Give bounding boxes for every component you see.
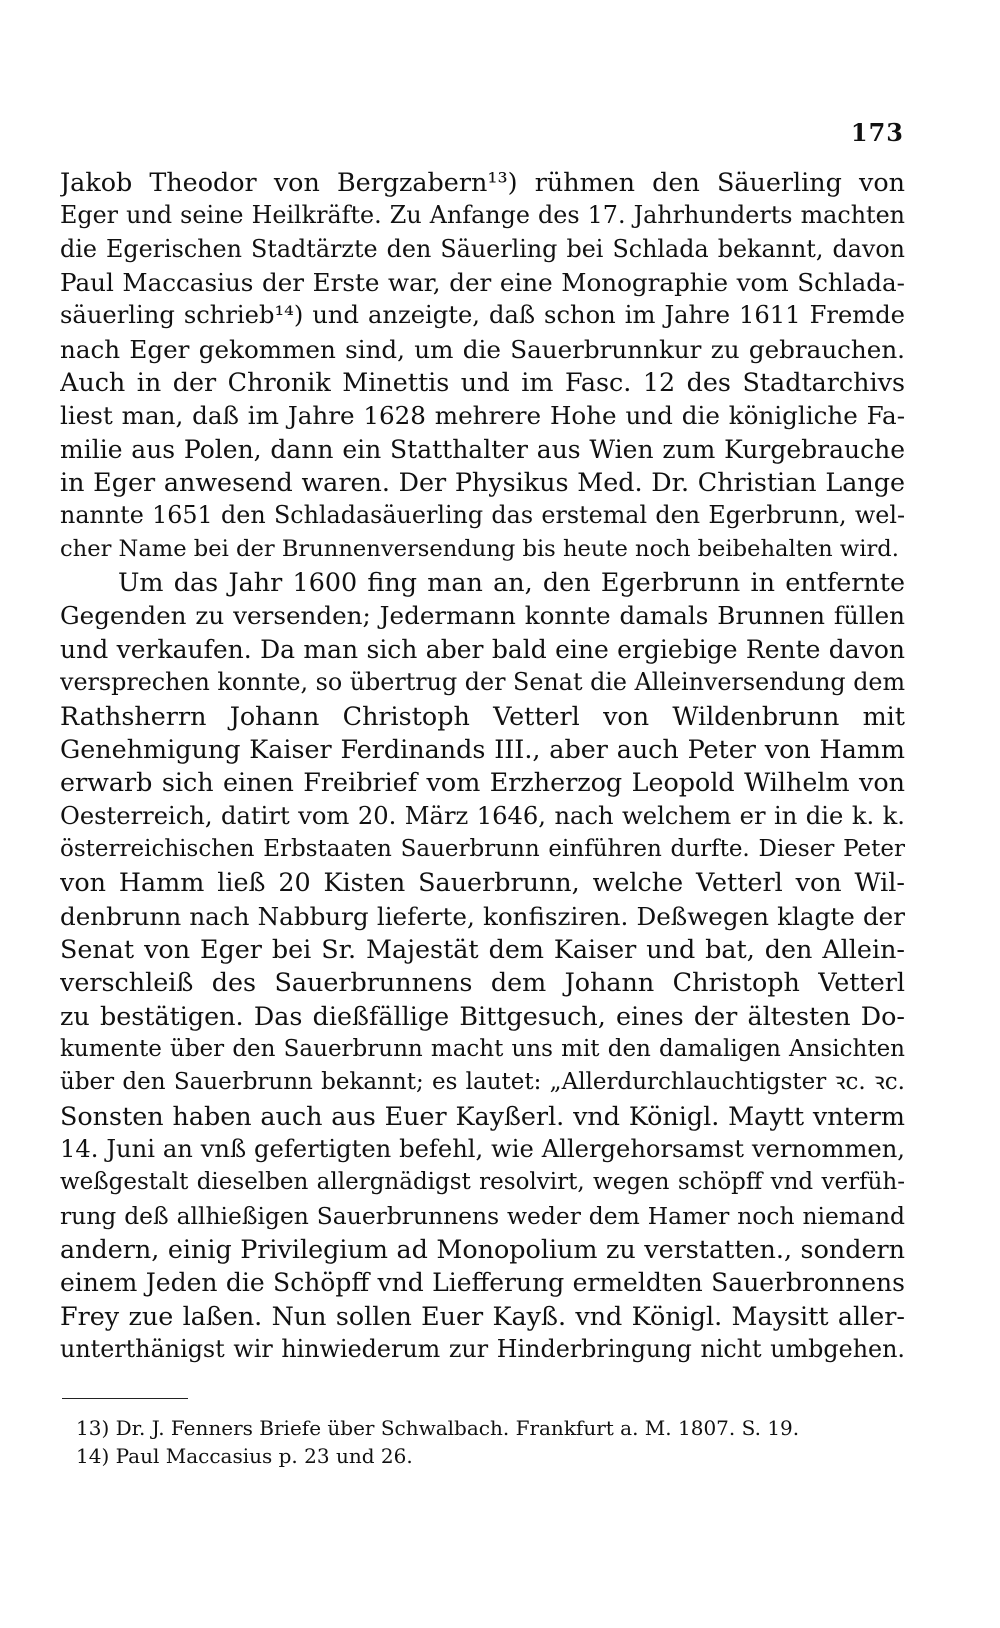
text-line: rung deß allhießigen Sauerbrunnens weder dem Hamer noch niemand (60, 1201, 905, 1230)
text-line: unterthänigst wir hinwiederum zur Hinderbringung nicht umbgehen. (60, 1335, 905, 1364)
text-line: österreichischen Erbstaaten Sauerbrunn einführen durfte. Dieser Peter (60, 835, 905, 862)
text-line: Genehmigung Kaiser Ferdinands III., aber auch Peter von Hamm (60, 733, 905, 764)
text-line: über den Sauerbrunn bekannt; es lautet: „Allerdurchlauchtigster ꝛc. ꝛc. (60, 1069, 905, 1096)
text-line: versprechen konnte, so übertrug der Senat die Alleinversendung dem (60, 668, 905, 697)
text-line: Oesterreich, datirt vom 20. März 1646, nach welchem er in die k. k. (60, 801, 905, 830)
footnote-14: 14) Paul Maccasius p. 23 und 26. (76, 1444, 413, 1468)
text-line: Senat von Eger bei Sr. Majestät dem Kaiser und bat, den Allein- (60, 933, 905, 964)
text-line: verschleiß des Sauerbrunnens dem Johann Christoph Vetterl (60, 967, 905, 998)
text-line: Auch in der Chronik Minettis und im Fasc. 12 des Stadtarchivs (60, 367, 905, 398)
text-line: andern, einig Privilegium ad Monopolium zu verstatten., sondern (60, 1234, 905, 1264)
text-line: milie aus Polen, dann ein Statthalter aus Wien zum Kurgebrauche (60, 434, 905, 464)
text-line: Rathsherrn Johann Christoph Vetterl von Wildenbrunn mit (60, 700, 905, 731)
text-line: in Eger anwesend waren. Der Physikus Med. Dr. Christian Lange (60, 467, 905, 498)
text-line: und verkaufen. Da man sich aber bald eine ergiebige Rente davon (60, 634, 905, 664)
text-line: Um das Jahr 1600 fing man an, den Egerbrunn in entfernte (118, 567, 905, 598)
text-line: die Egerischen Stadtärzte den Säuerling bei Schlada bekannt, davon (60, 234, 905, 263)
text-line: nach Eger gekommen sind, um die Sauerbrunnkur zu gebrauchen. (60, 334, 905, 364)
text-line: 14. Juni an vnß gefertigten befehl, wie Allergehorsamst vernommen, (60, 1134, 905, 1163)
text-line: denbrunn nach Nabburg lieferte, konfisziren. Deßwegen klagte der (60, 901, 905, 931)
text-line: liest man, daß im Jahre 1628 mehrere Hohe und die königliche Fa- (60, 401, 905, 431)
text-line: Gegenden zu versenden; Jedermann konnte damals Brunnen füllen (60, 601, 905, 631)
text-line: nannte 1651 den Schladasäuerling das erstemal den Egerbrunn, wel- (60, 501, 905, 530)
footnotes (76, 1414, 876, 1470)
text-line: Jakob Theodor von Bergzabern¹³) rühmen den Säuerling von (60, 167, 905, 197)
footnote-divider (62, 1398, 188, 1399)
text-line: säuerling schrieb¹⁴) und anzeigte, daß schon im Jahre 1611 Fremde (60, 301, 905, 330)
text-line: von Hamm ließ 20 Kisten Sauerbrunn, welche Vetterl von Wil- (60, 867, 905, 898)
footnote-13: 13) Dr. J. Fenners Briefe über Schwalbach. Frankfurt a. M. 1807. S. 19. (76, 1416, 800, 1440)
text-line: Eger und seine Heilkräfte. Zu Anfange des 17. Jahrhunderts machten (60, 201, 905, 230)
page-number: 173 (850, 118, 904, 147)
text-line: Frey zue laßen. Nun sollen Euer Kayß. vnd Königl. Maysitt aller- (60, 1300, 905, 1331)
text-line: cher Name bei der Brunnenversendung bis heute noch beibehalten wird. (60, 535, 899, 562)
text-line: einem Jeden die Schöpff vnd Liefferung ermeldten Sauerbronnens (60, 1268, 905, 1298)
text-line: erwarb sich einen Freibrief vom Erzherzog Leopold Wilhelm von (60, 767, 905, 798)
body-text (60, 166, 905, 1366)
text-line: kumente über den Sauerbrunn macht uns mit den damaligen Ansichten (60, 1035, 905, 1062)
text-line: weßgestalt dieselben allergnädigst resolvirt, wegen schöpff vnd verfüh- (60, 1169, 905, 1196)
text-line: zu bestätigen. Das dießfällige Bittgesuch, eines der ältesten Do- (60, 1000, 905, 1031)
text-line: Sonsten haben auch aus Euer Kayßerl. vnd Königl. Maytt vnterm (60, 1100, 905, 1131)
text-line: Paul Maccasius der Erste war, der eine Monographie vom Schlada- (60, 268, 905, 298)
